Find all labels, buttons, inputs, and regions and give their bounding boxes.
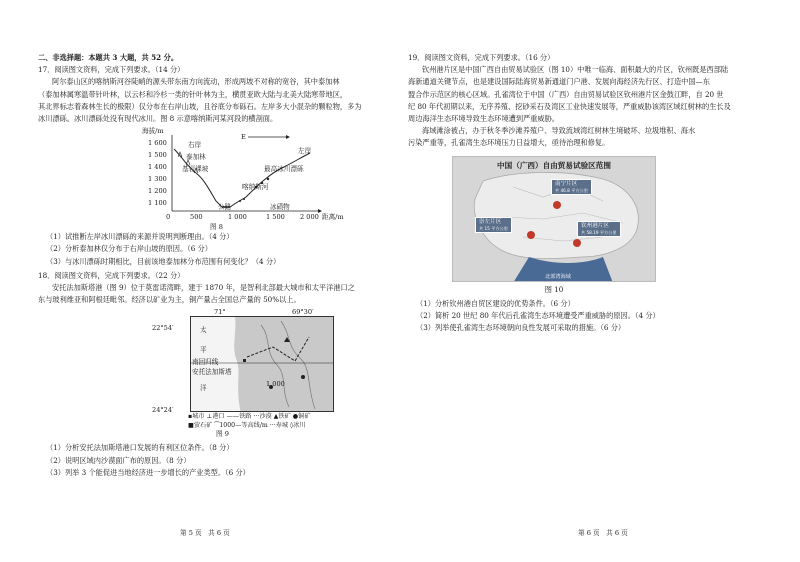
x-tick: 500 [190, 213, 203, 222]
cross-section-profile [138, 127, 338, 227]
figure-8-caption: 图 8 [210, 223, 223, 232]
right-page [408, 52, 760, 334]
q19-text-line: 海域滩涂被占，办于秋冬季沙滩养殖户、导致流域湾红树林生境破坏、垃圾堆积、海水 [422, 126, 696, 136]
legend-row: ■萤石矿 ⁀1000—等高线/m ···寿城 ◊冰川 [188, 422, 306, 430]
legend-row: ▪城市 ⊥港口 ——铁路 ···沙漠 ▲铁矿 ●铜矿 [188, 413, 311, 421]
taiga-label: 泰加林 [186, 153, 206, 162]
city-label: 安托法加斯塔 [192, 368, 232, 377]
zone-qinzhou-area: 共 58.19 平方公里 [581, 229, 617, 235]
figure-8-cross-section [38, 127, 384, 231]
q19-text-line: 污染严重等，孔雀湾生态环境压力日益增大，亟待治理和修复。 [408, 138, 610, 148]
q19-question: （1）分析钦州港自贸区建设的优势条件。（6 分） [416, 298, 575, 308]
q19-question: （2）简析 20 世纪 80 年代后孔雀湾生态环境遭受严重威胁的原因。（4 分） [416, 311, 660, 321]
q17-text-line: 阿尔泰山区的喀纳斯河谷陡峭的源头带东南方向流动，形成两坡不对称的宽谷，其中泰加林 [52, 77, 340, 87]
zone-qinzhou [577, 221, 621, 237]
axis-x-label: 距离/m [322, 213, 344, 222]
q18-question: （2）说明区域内沙漠面广布的原因。（8 分） [46, 455, 191, 465]
figure-10-title: 中国（广西）自由贸易试验区范围 [497, 160, 611, 170]
x-tick: 2 000 [300, 213, 319, 222]
q17-text-line: 冰川漂砾。冰川漂砾处没有现代冰川。图 8 示意喀纳斯河某河段的横剖面。 [38, 114, 278, 124]
lon-left-label: 71° [214, 308, 226, 317]
figure-10-map [452, 156, 656, 282]
q18-text-line: 东与玻利维亚和阿根廷毗邻。经济以矿业为主，铜产量占全国总产量的 50%以上。 [38, 295, 301, 305]
zone-chongzuo-label: 崇左片区 [479, 218, 502, 225]
lat-top-label: 22°54′ [152, 324, 174, 333]
left-page-footer: 第 5 页 共 6 页 [180, 529, 230, 537]
zone-nanning-area: 共 46.8 平方公里 [555, 187, 588, 193]
q17-question: （1）试推断左岸冰川漂砾的来源并说明判断理由。（4 分） [46, 232, 234, 242]
section-header: 二、非选择题：本题共 3 大题，共 52 分。 [38, 53, 179, 62]
zone-nanning-label: 南宁片区 [555, 180, 578, 187]
q18-title: 18．阅读图文资料，完成下列要求。（22 分） [38, 270, 185, 280]
lon-right-label: 69°30′ [292, 308, 314, 317]
tropic-label: 南回归线 [192, 358, 219, 367]
right-bank-label: 右岸 [188, 141, 202, 150]
ocean-label: 太 [200, 326, 207, 335]
q19-text-line: 海新通道关键节点，也是建设国际陆海贸易新通道门户港、发展向海经济先行区、打造中国—东 [408, 77, 710, 87]
q19-text-line: 纪 80 年代初期以来，无序养殖、挖砂采石及湾区工业快速发展等，严重威胁该湾区域红树林的生长及 [408, 101, 731, 111]
zone-chongzuo [475, 217, 512, 233]
q17-question: （3）与冰川漂砾时期相比，目前该地泰加林分布范围有何变化？（4 分） [46, 256, 281, 266]
zone-chongzuo-area: 共 15 平方公里 [479, 225, 508, 231]
river-label: 喀纳斯河 [242, 183, 269, 192]
figure-9-legend [188, 412, 358, 430]
q19-title: 19．阅读图文资料，完成下列要求。（16 分） [408, 53, 555, 62]
q17-question: （2）分析泰加林仅分布于右岸山坡的原因。（6 分） [46, 244, 212, 254]
y-tick: 1 600 [148, 139, 167, 148]
zone-qinzhou-label: 钦州港片区 [581, 222, 609, 229]
q19-text-line: 钦州港片区是中国广西自由贸易试验区（图 10）中唯一临海、面积最大的片区，钦州既是西部陆 [422, 65, 729, 75]
left-bank-label: 左岸 [298, 147, 312, 156]
q17-text-line: （泰加林属寒温带针叶林，以云杉和冷杉一类的针叶林为主，横贯亚欧大陆与北美大陆寒带地区， [38, 89, 348, 99]
glacier-deposit-label: 冰碛物 [270, 203, 290, 212]
lat-bottom-label: 24°24′ [152, 406, 174, 415]
ocean-label: 平 [200, 346, 207, 355]
q17-title: 17．阅读图文资料，完成下列要求。（14 分） [38, 65, 185, 75]
moraine-label: 最高冰川漂砾 [264, 165, 304, 174]
y-tick: 1 300 [148, 175, 167, 184]
road-label: 公路 [218, 203, 232, 212]
figure-10-caption: 图 10 [544, 284, 564, 294]
right-page-footer: 第 6 页 共 6 页 [578, 529, 628, 537]
q18-text-line: 安托法加斯塔港（图 9）位于莫雷诺湾畔，建于 1870 年，是智利北部最大城市和太平洋港口之 [52, 283, 355, 293]
q17-text-line: 其北界标志着森林生长的极限）仅分布在右岸山坡，且谷底分布砾石。左岸多大小混杂的颗粒物，多为 [38, 101, 362, 111]
x-tick: 1 000 [228, 213, 247, 222]
q19-text-line: 周边海洋生态环境导致生态环境遭到严重威胁。 [408, 114, 559, 124]
y-tick: 1 400 [148, 163, 167, 172]
compass-label: E [241, 133, 246, 142]
q18-question: （1）分析安托法加斯塔港口发展的有利区位条件。（8 分） [46, 443, 234, 453]
sea-label: 北部湾海域 [545, 273, 571, 280]
left-page [38, 52, 384, 479]
q19-text-line: 盟合作示范区的核心区域。孔雀湾位于中国（广西）自由贸易试验区钦州港片区金鼓江畔，自 20 世 [408, 89, 724, 99]
ocean-label: 洋 [200, 384, 207, 393]
bedrock-slope-label: 基岩裸坡 [182, 165, 209, 174]
y-tick: 1 100 [148, 199, 167, 208]
y-tick: 1 200 [148, 187, 167, 196]
axis-y-label: 海拔/m [142, 127, 164, 136]
q19-question: （3）列举使孔雀湾生态环境朝向良性发展可采取的措施。（6 分） [416, 323, 626, 333]
figure-9-caption: 图 9 [216, 430, 229, 439]
q18-question: （3）列举 3 个能促进当地经济进一步增长的产业类型。（6 分） [46, 467, 250, 477]
zone-nanning [551, 179, 592, 195]
figure-9-map [38, 308, 384, 439]
y-tick: 1 500 [148, 151, 167, 160]
x-tick: 0 [166, 213, 171, 222]
x-tick: 1 500 [266, 213, 285, 222]
contour-label: 1 000 [266, 380, 285, 389]
